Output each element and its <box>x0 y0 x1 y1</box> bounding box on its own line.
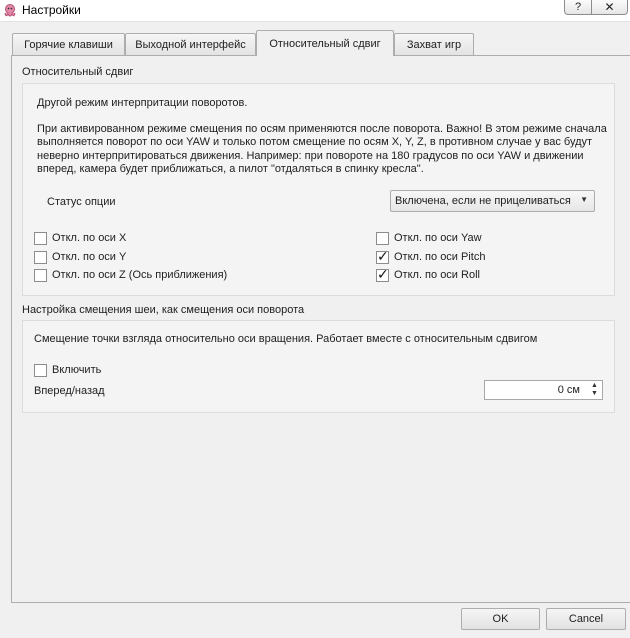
description-line: вперед, камера будет приближаться, а пилот "отдаляться в спинку кресла". <box>37 163 424 175</box>
help-button[interactable] <box>564 0 592 15</box>
forward-back-label: Вперед/назад <box>34 385 105 397</box>
ok-label: OK <box>492 613 509 625</box>
checkbox-label: Включить <box>52 364 102 376</box>
description-line: выполняется поворот по оси YAW и только потом смещение по осям X, Y, Z, в противном случае у вас будут <box>37 136 593 148</box>
relative-shift-group-title: Относительный сдвиг <box>22 66 134 78</box>
enable-neck-shift-checkbox[interactable] <box>34 362 101 378</box>
tab-game-capture[interactable] <box>394 33 474 55</box>
checkbox-label: Откл. по оси Y <box>52 251 127 263</box>
spin-down-icon[interactable]: ▼ <box>591 390 598 397</box>
help-icon: ? <box>574 1 582 13</box>
close-icon: ✕ <box>604 0 615 14</box>
cancel-label: Cancel <box>568 613 604 625</box>
option-status-select[interactable] <box>390 190 595 212</box>
disable-roll-checkbox[interactable] <box>376 267 480 283</box>
option-status-label: Статус опции <box>47 196 116 208</box>
spin-up-icon[interactable]: ▲ <box>591 382 598 389</box>
checkbox-box[interactable] <box>34 251 47 264</box>
window-title: Настройки <box>22 3 81 17</box>
tab-label: Выходной интерфейс <box>135 38 246 51</box>
disable-yaw-checkbox[interactable] <box>376 230 482 246</box>
checkbox-box[interactable] <box>34 269 47 282</box>
cancel-button[interactable] <box>546 608 626 630</box>
forward-back-spinbox[interactable] <box>484 380 603 400</box>
description-line: При активированном режиме смещения по осям применяются после поворота. Важно! В этом режиме сначала <box>37 123 607 135</box>
tab-relative-shift[interactable] <box>256 30 394 56</box>
tab-label: Захват игр <box>406 38 462 51</box>
neck-shift-group-title: Настройка смещения шеи, как смещения оси поворота <box>22 304 305 316</box>
checkbox-box[interactable] <box>34 364 47 377</box>
ok-button[interactable] <box>461 608 540 630</box>
checkbox-box[interactable] <box>376 269 389 282</box>
disable-y-checkbox[interactable] <box>34 249 126 265</box>
tab-output-interface[interactable] <box>125 33 256 55</box>
tab-hotkeys[interactable] <box>12 33 125 55</box>
checkbox-label: Откл. по оси Pitch <box>394 251 486 263</box>
tab-label: Горячие клавиши <box>24 38 113 51</box>
checkbox-label: Откл. по оси Z (Ось приближения) <box>52 269 228 281</box>
checkbox-box[interactable] <box>376 232 389 245</box>
tab-label: Относительный сдвиг <box>269 37 381 50</box>
forward-back-value: 0 см <box>557 384 580 396</box>
neck-shift-description: Смещение точки взгляда относительно оси вращения. Работает вместе с относительным сдвигом <box>34 333 538 345</box>
close-button[interactable] <box>591 0 628 15</box>
chevron-down-icon: ▼ <box>580 195 588 204</box>
option-status-value: Включена, если не прицеливаться <box>395 195 571 207</box>
app-icon <box>2 3 18 19</box>
description-line: Другой режим интерпритации поворотов. <box>37 97 248 109</box>
disable-pitch-checkbox[interactable] <box>376 249 485 265</box>
description-line: неверно интерпритироваться движения. Например: при повороте на 180 градусов по оси YAW и движении <box>37 150 584 162</box>
checkbox-label: Откл. по оси X <box>52 232 127 244</box>
disable-x-checkbox[interactable] <box>34 230 126 246</box>
tab-pane-relative-shift <box>11 55 630 603</box>
disable-z-checkbox[interactable] <box>34 267 227 283</box>
title-bar <box>0 0 630 22</box>
checkbox-box[interactable] <box>376 251 389 264</box>
checkbox-label: Откл. по оси Roll <box>394 269 480 281</box>
checkbox-box[interactable] <box>34 232 47 245</box>
checkbox-label: Откл. по оси Yaw <box>394 232 482 244</box>
